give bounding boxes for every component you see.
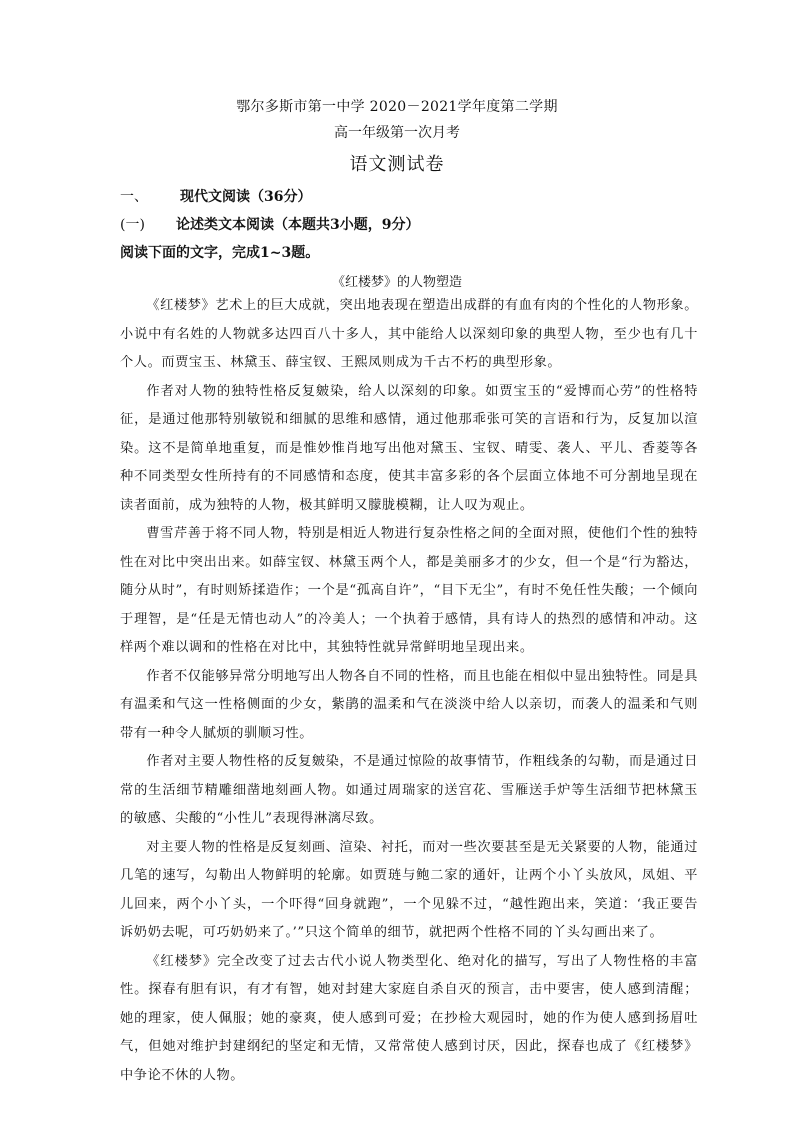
section-number: 一、: [120, 189, 148, 205]
article-paragraph: 作者对人物的独特性格反复皴染，给人以深刻的印象。如贾宝玉的“爱博而心劳”的性格特征，是通过他那特别敏锐和细腻的思维和感情，通过他那乖张可笑的言语和行为，反复加以渲染。这不是简单地重复，而是惟妙惟肖地写出他对黛玉、宝钗、晴雯、袭人、平儿、香菱等各种不同类型女性所持有的不同感情和态度，使其丰富多彩的各个层面立体地不可分割地呈现在读者面前，成为独特的人物，极其鲜明又朦胧模糊，让人叹为观止。: [120, 383, 698, 513]
school-term-heading: 鄂尔多斯市第一中学 2020－2021学年度第二学期: [236, 99, 558, 115]
exam-name-heading: 高一年级第一次月考: [334, 125, 460, 141]
article-paragraph: 《红楼梦》完全改变了过去古代小说人物类型化、绝对化的描写，写出了人物性格的丰富性。探春有胆有识，有才有智，她对封建大家庭自杀自灭的预言，击中要害，使人感到清醒；她的理家，使人佩服；她的豪爽，使人感到可爱；在抄检大观园时，她的作为使人感到扬眉吐气，但她对维护封建纲纪的坚定和无情，又常常使人感到讨厌，因此，探春也成了《红楼梦》中争论不休的人物。: [120, 953, 698, 1083]
article-body: [120, 292, 698, 1090]
section-title: 现代文阅读（36分）: [180, 189, 312, 205]
article-paragraph: 对主要人物的性格是反复刻画、渲染、衬托，而对一些次要甚至是无关紧要的人物，能通过几笔的速写，勾勒出人物鲜明的轮廓。如贾琏与鲍二家的通奸，让两个小丫头放风，凤姐、平儿回来，两个小丫头，一个吓得“回身就跑”，一个见躲不过，“越性跑出来，笑道：‘我正要告诉奶奶去呢，可巧奶奶来了。’”只这个简单的细节，就把两个性格不同的丫头勾画出来了。: [120, 839, 698, 940]
subject-title: 语文测试卷: [349, 154, 445, 175]
reading-instruction: 阅读下面的文字，完成1~3题。: [120, 245, 320, 261]
article-paragraph: 作者不仅能够异常分明地写出人物各自不同的性格，而且也能在相似中显出独特性。同是具有温柔和气这一性格侧面的少女，紫鹃的温柔和气在淡淡中给人以亲切，而袭人的温柔和气则带有一种令人腻烦的驯顺习性。: [120, 668, 698, 741]
subsection-number: (一): [120, 217, 145, 233]
section-heading: [120, 186, 311, 206]
article-paragraph: 《红楼梦》艺术上的巨大成就，突出地表现在塑造出成群的有血有肉的个性化的人物形象。小说中有名姓的人物就多达四百八十多人，其中能给人以深刻印象的典型人物，至少也有几十个人。而贾宝玉、林黛玉、薛宝钗、王熙凤则成为千古不朽的典型形象。: [120, 298, 698, 370]
subsection-title: 论述类文本阅读（本题共3小题，9分）: [176, 217, 420, 233]
article-title: 《红楼梦》的人物塑造: [331, 275, 462, 290]
article-paragraph: 曹雪芹善于将不同人物，特别是相近人物进行复杂性格之间的全面对照，使他们个性的独特性在对比中突出出来。如薛宝钗、林黛玉两个人，都是美丽多才的少女，但一个是“行为豁达，随分从时”，有时则矫揉造作；一个是“孤高自许”，“目下无尘”，有时不免任性失酸；一个倾向于理智，是“任是无情也动人”的冷美人；一个执着于感情，具有诗人的热烈的感情和冲动。这样两个难以调和的性格在对比中，其独特性就异常鲜明地呈现出来。: [120, 526, 698, 655]
article-paragraph: 作者对主要人物性格的反复皴染，不是通过惊险的故事情节，作粗线条的勾勒，而是通过日常的生活细节精雕细凿地刻画人物。如通过周瑞家的送宫花、雪雁送手炉等生活细节把林黛玉的敏感、尖酸的“小性儿”表现得淋漓尽致。: [120, 754, 698, 826]
subsection-heading: [120, 214, 419, 234]
